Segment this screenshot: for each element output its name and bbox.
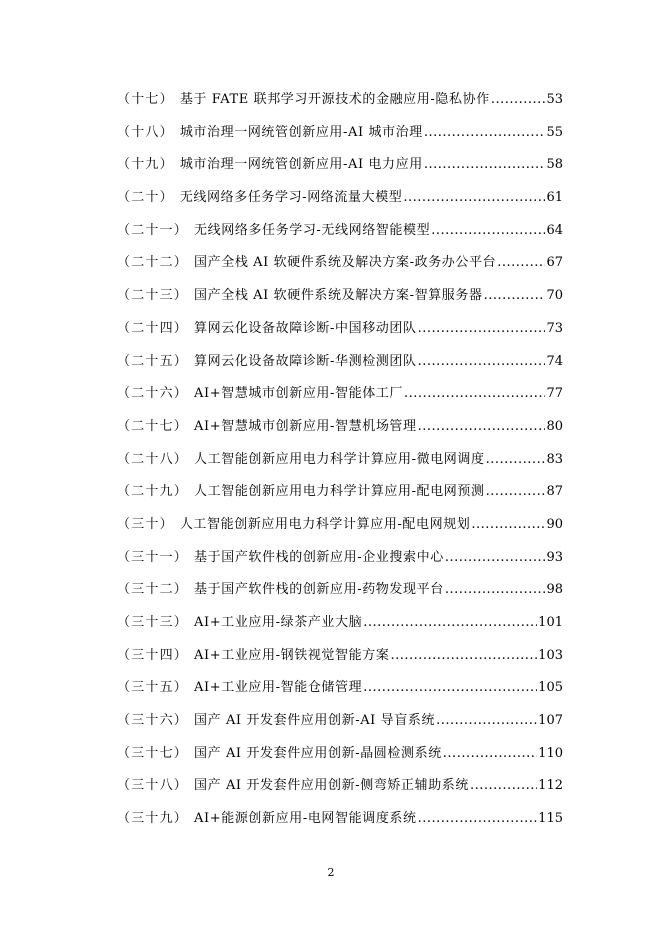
toc-leader-dots [484, 284, 546, 308]
toc-entry[interactable] [117, 513, 563, 546]
toc-entry-number: （十八） [117, 124, 174, 140]
toc-leader-dots [403, 186, 545, 210]
toc-entry-title: 城市治理一网统管创新应用-AI 城市治理 [179, 124, 423, 140]
toc-entry-page: 80 [546, 418, 563, 434]
toc-leader-dots [445, 578, 546, 602]
toc-entry-title: 基于 FATE 联邦学习开源技术的金融应用-隐私协作 [179, 92, 490, 107]
toc-entry[interactable] [117, 611, 563, 644]
toc-entry-title: 无线网络多任务学习-无线网络智能模型 [194, 222, 431, 238]
toc-entry-number: （三十六） [117, 713, 189, 729]
toc-entry-number: （三十二） [117, 582, 189, 598]
toc-entry-page: 115 [538, 811, 563, 827]
toc-entry-number: （二十五） [117, 353, 189, 369]
toc-entry-number: （三十八） [117, 778, 189, 794]
toc-entry-title: 城市治理一网统管创新应用-AI 电力应用 [179, 157, 423, 173]
toc-leader-dots [418, 350, 546, 374]
toc-entry-page: 64 [546, 222, 563, 238]
toc-leader-dots [390, 644, 537, 668]
toc-entry[interactable] [117, 186, 563, 219]
toc-leader-dots [443, 742, 537, 766]
toc-entry-title: AI+工业应用-钢铁视觉智能方案 [194, 647, 390, 663]
toc-entry-number: （十九） [117, 157, 174, 173]
toc-entry[interactable] [117, 807, 563, 840]
toc-entry-title: 基于国产软件栈的创新应用-企业搜索中心 [194, 549, 444, 565]
toc-leader-dots [431, 219, 545, 243]
toc-leader-dots [470, 774, 537, 798]
toc-entry-number: （二十四） [117, 320, 189, 336]
toc-entry-page: 110 [538, 745, 563, 761]
toc-entry[interactable] [117, 382, 563, 415]
toc-entry-number: （十七） [117, 92, 174, 107]
toc-entry[interactable] [117, 121, 563, 154]
toc-entry[interactable] [117, 88, 563, 121]
toc-entry-number: （三十一） [117, 549, 189, 565]
toc-leader-dots [418, 415, 546, 439]
toc-entry-number: （三十四） [117, 647, 189, 663]
toc-entry[interactable] [117, 317, 563, 350]
toc-entry-number: （三十） [117, 516, 174, 532]
toc-leader-dots [471, 513, 545, 537]
toc-entry-number: （二十三） [117, 288, 189, 304]
toc-entry-title: 国产 AI 开发套件应用创新-AI 导盲系统 [194, 713, 436, 729]
toc-leader-dots [404, 382, 545, 406]
toc-entry-page: 83 [546, 451, 563, 467]
toc-entry-number: （三十七） [117, 745, 189, 761]
toc-entry-number: （二十九） [117, 484, 189, 500]
toc-entry-title: AI+能源创新应用-电网智能调度系统 [194, 811, 417, 827]
toc-entry-number: （二十六） [117, 386, 189, 402]
toc-entry[interactable] [117, 774, 563, 807]
toc-entry[interactable] [117, 709, 563, 742]
toc-entry-title: 算网云化设备故障诊断-华测检测团队 [194, 353, 417, 369]
toc-leader-dots [363, 611, 537, 635]
toc-entry-title: AI+智慧城市创新应用-智能体工厂 [194, 386, 404, 402]
toc-entry-title: 无线网络多任务学习-网络流量大模型 [179, 190, 403, 206]
toc-leader-dots [418, 317, 546, 341]
toc-leader-dots [418, 807, 538, 831]
toc-entry-page: 112 [538, 778, 563, 794]
toc-entry[interactable] [117, 350, 563, 383]
toc-entry[interactable] [117, 480, 563, 513]
toc-entry-title: 算网云化设备故障诊断-中国移动团队 [194, 320, 417, 336]
toc-entry-title: 基于国产软件栈的创新应用-药物发现平台 [194, 582, 444, 598]
toc-leader-dots [491, 88, 546, 112]
toc-entry[interactable] [117, 153, 563, 186]
toc-entry-number: （二十二） [117, 255, 189, 271]
toc-entry-title: 国产 AI 开发套件应用创新-晶圆检测系统 [194, 745, 442, 761]
table-of-contents [117, 88, 563, 840]
toc-entry[interactable] [117, 546, 563, 579]
toc-entry-page: 53 [546, 92, 563, 107]
toc-entry-page: 67 [546, 255, 563, 271]
toc-entry-page: 93 [546, 549, 563, 565]
toc-entry-page: 58 [546, 157, 563, 173]
toc-leader-dots [424, 153, 546, 177]
toc-leader-dots [497, 251, 545, 275]
toc-entry-number: （二十七） [117, 418, 189, 434]
toc-entry-page: 101 [538, 615, 563, 630]
toc-entry-page: 105 [538, 680, 563, 696]
toc-entry-number: （三十三） [117, 615, 189, 630]
toc-leader-dots [436, 709, 537, 733]
toc-leader-dots [445, 546, 546, 570]
toc-entry-number: （二十八） [117, 451, 189, 467]
toc-entry-number: （二十一） [117, 222, 189, 238]
toc-leader-dots [486, 448, 546, 472]
toc-entry-title: 国产全栈 AI 软硬件系统及解决方案-智算服务器 [194, 288, 483, 304]
toc-entry[interactable] [117, 676, 563, 709]
toc-entry-page: 90 [546, 516, 563, 532]
toc-entry-page: 70 [546, 288, 563, 304]
page-number: 2 [327, 866, 335, 879]
toc-entry[interactable] [117, 219, 563, 252]
toc-entry-page: 77 [546, 386, 563, 402]
toc-entry[interactable] [117, 251, 563, 284]
toc-leader-dots [424, 121, 546, 145]
toc-entry[interactable] [117, 448, 563, 481]
toc-entry[interactable] [117, 644, 563, 677]
toc-leader-dots [486, 480, 546, 504]
toc-entry-title: AI+智慧城市创新应用-智慧机场管理 [194, 418, 417, 434]
toc-entry-page: 107 [538, 713, 563, 729]
toc-entry[interactable] [117, 578, 563, 611]
toc-entry-title: 人工智能创新应用电力科学计算应用-配电网预测 [194, 484, 485, 500]
toc-entry-page: 73 [546, 320, 563, 336]
toc-entry-number: （三十九） [117, 811, 189, 827]
toc-entry-title: 人工智能创新应用电力科学计算应用-配电网规划 [179, 516, 471, 532]
toc-entry-page: 55 [546, 124, 563, 140]
toc-entry[interactable] [117, 415, 563, 448]
toc-leader-dots [363, 676, 537, 700]
toc-entry-title: 人工智能创新应用电力科学计算应用-微电网调度 [194, 451, 485, 467]
toc-entry[interactable] [117, 284, 563, 317]
toc-entry-page: 103 [538, 647, 563, 663]
toc-entry-page: 87 [546, 484, 563, 500]
toc-entry-number: （三十五） [117, 680, 189, 696]
toc-entry[interactable] [117, 742, 563, 775]
toc-entry-number: （二十） [117, 190, 174, 206]
toc-entry-title: 国产 AI 开发套件应用创新-侧弯矫正辅助系统 [194, 778, 469, 794]
toc-entry-page: 74 [546, 353, 563, 369]
toc-entry-title: 国产全栈 AI 软硬件系统及解决方案-政务办公平台 [194, 255, 497, 271]
toc-entry-title: AI+工业应用-绿茶产业大脑 [194, 615, 363, 630]
toc-entry-page: 61 [546, 190, 563, 206]
toc-entry-title: AI+工业应用-智能仓储管理 [194, 680, 363, 696]
toc-entry-page: 98 [546, 582, 563, 598]
